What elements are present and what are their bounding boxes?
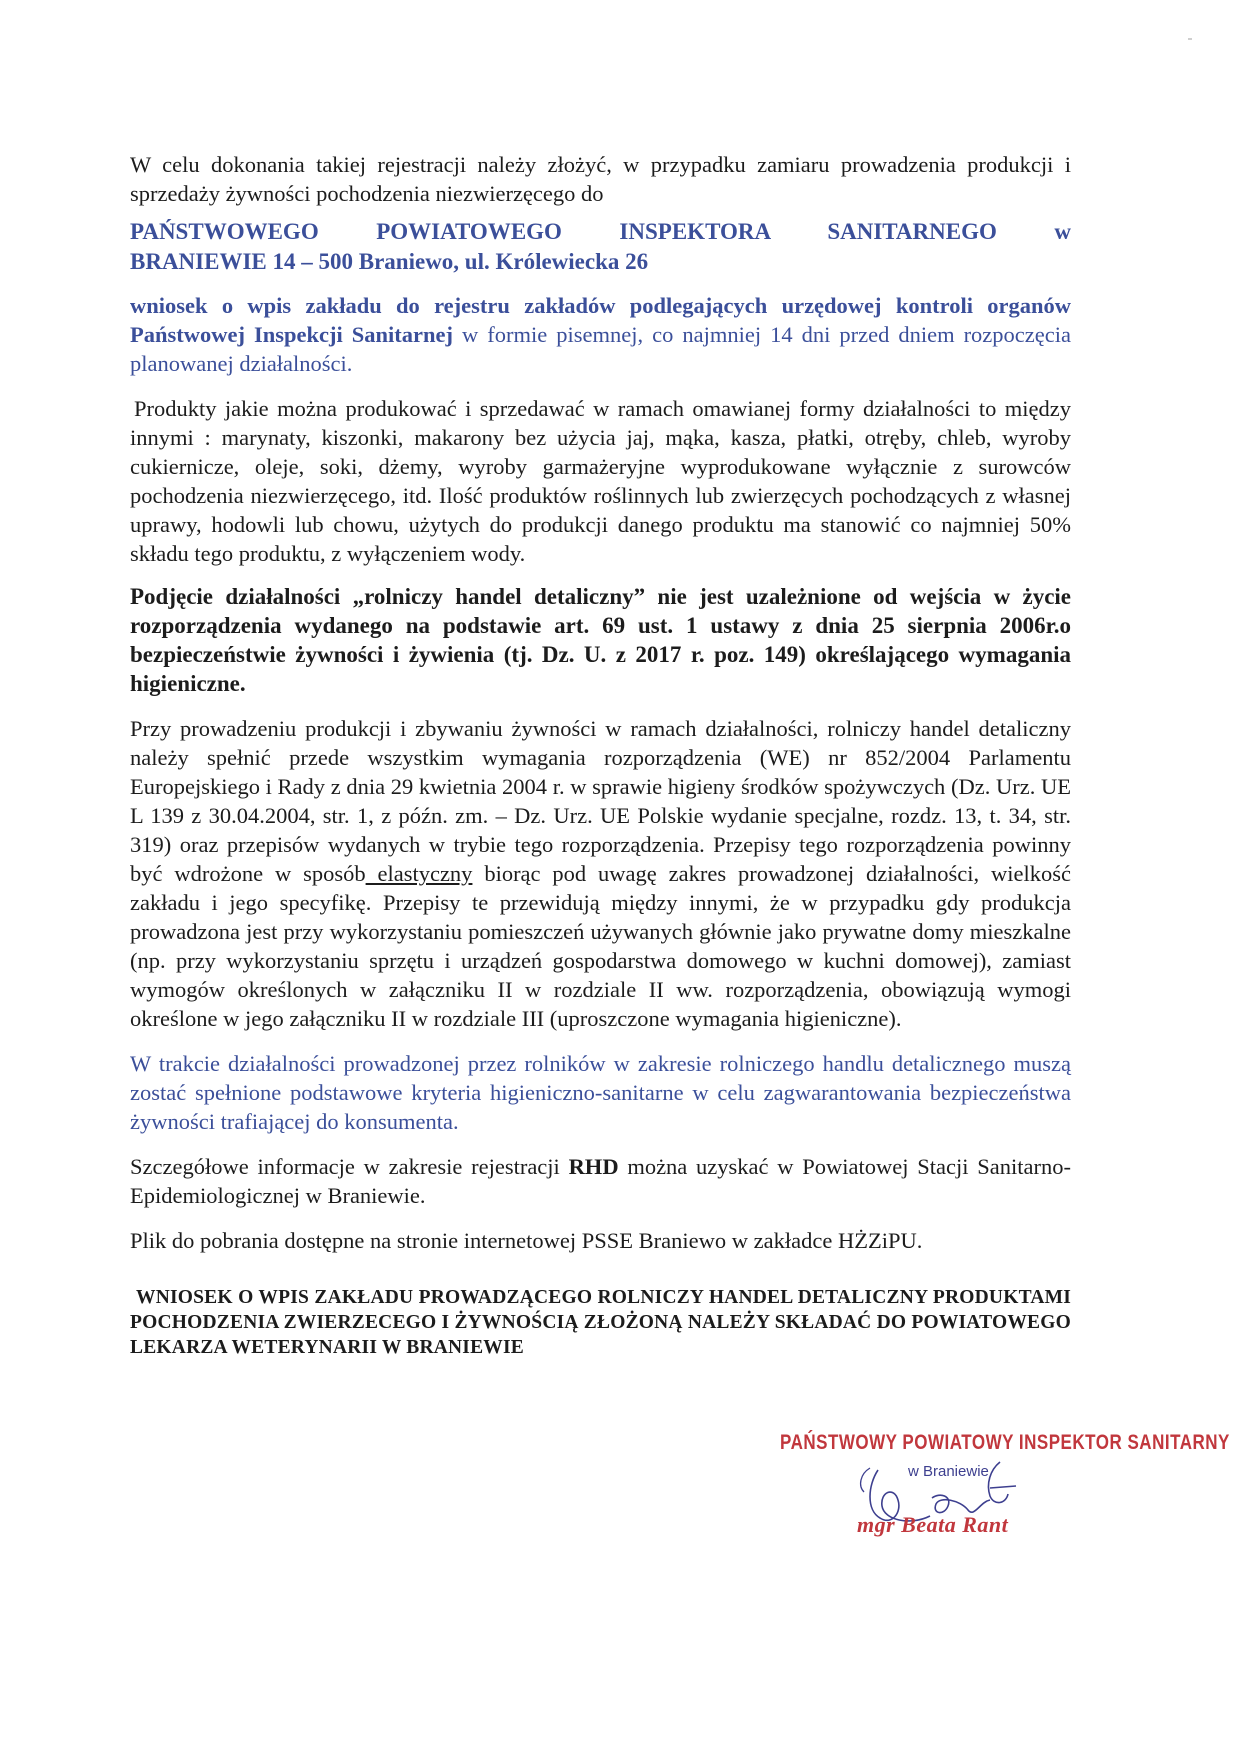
info-text-after: można uzyskać w Powiatowej Stacji Sanitarno-Epidemiologicznej w Braniewie. <box>130 1154 1071 1208</box>
rules-underlined-word: elastyczny <box>365 861 473 886</box>
application-bold-text: wniosek o wpis zakładu do rejestru zakładów podlegających urzędowej kontroli organów Państwowej Inspekcji Sanitarnej <box>130 293 1071 347</box>
rules-text-after: biorąc pod uwagę zakres prowadzonej działalności, wielkość zakładu i jego specyfikę. Przepisy te przewidują między innymi, że w przypadku gdy produkcja prowadzona jest przy wykorzystaniu pomieszczeń używanych głównie jako prywatne domy mieszkalne (np. przy wykorzystaniu sprzętu i urządzeń gospodarstwa domowego w kuchni domowej), zamiast wymogów określonych w załączniku II w rozdziale II ww. rozporządzenia, obowiązują wymogi określone w jego załączniku II w rozdziale III (uproszczone wymagania higieniczne). <box>130 861 1071 1031</box>
criteria-paragraph: W trakcie działalności prowadzonej przez rolników w zakresie rolniczego handlu detalicznego muszą zostać spełnione podstawowe kryteria higieniczno-sanitarne w celu zagwarantowania bezpieczeństwa żywności trafiającej do konsumenta. <box>130 1051 1071 1134</box>
bold-notice-paragraph: Podjęcie działalności „rolniczy handel detaliczny” nie jest uzależnione od wejścia w życie rozporządzenia wydanego na podstawie art. 69 ust. 1 ustawy z dnia 25 sierpnia 2006r.o bezpieczeństwie żywności i żywienia (tj. Dz. U. z 2017 r. poz. 149) określającego wymagania higieniczne. <box>130 584 1071 696</box>
intro-paragraph: W celu dokonania takiej rejestracji należy złożyć, w przypadku zamiaru prowadzenia produkcji i sprzedaży żywności pochodzenia niezwierzęcego do <box>130 152 1071 206</box>
official-stamp <box>780 1420 1230 1560</box>
info-text-before: Szczegółowe informacje w zakresie rejestracji <box>130 1154 569 1179</box>
office-line-1: PAŃSTWOWEGO POWIATOWEGO INSPEKTORA SANITARNEGO w <box>130 219 1071 244</box>
stamp-name: mgr Beata Rant <box>857 1512 1009 1537</box>
stamp-title: PAŃSTWOWY POWIATOWY INSPEKTOR SANITARNY <box>780 1430 1230 1454</box>
rules-text-before: Przy prowadzeniu produkcji i zbywaniu żywności w ramach działalności, rolniczy handel detaliczny należy spełnić przede wszystkim wymagania rozporządzenia (WE) nr 852/2004 Parlamentu Europejskiego i Rady z dnia 29 kwietnia 2004 r. w sprawie higieny środków spożywczych (Dz. Urz. UE L 139 z 30.04.2004, str. 1, z późn. zm. – Dz. Urz. UE Polskie wydanie specjalne, rozdz. 13, t. 34, str. 319) oraz przepisów wydanych w trybie tego rozporządzenia. Przepisy tego rozporządzenia powinny być wdrożone w sposób <box>130 716 1071 886</box>
rules-paragraph <box>130 714 1071 1033</box>
document-body <box>130 150 1071 1360</box>
office-address <box>130 217 1071 277</box>
application-paragraph <box>130 291 1071 378</box>
office-line-2: BRANIEWIE 14 – 500 Braniewo, ul. Królewiecka 26 <box>130 249 649 274</box>
info-paragraph <box>130 1152 1071 1210</box>
download-paragraph: Plik do pobrania dostępne na stronie internetowej PSSE Braniewo w zakładce HŻZiPU. <box>130 1228 923 1253</box>
final-notice-paragraph: WNIOSEK O WPIS ZAKŁADU PROWADZĄCEGO ROLNICZY HANDEL DETALICZNY PRODUKTAMI POCHODZENIA ZWIERZECEGO I ŻYWNOŚCIĄ ZŁOŻONĄ NALEŻY SKŁADAĆ DO POWIATOWEGO LEKARZA WETERYNARII W BRANIEWIE <box>130 1287 1071 1358</box>
info-bold-rhd: RHD <box>568 1154 619 1179</box>
products-paragraph: Produkty jakie można produkować i sprzedawać w ramach omawianej formy działalności to między innymi : marynaty, kiszonki, makarony bez użycia jaj, mąka, kasza, płatki, otręby, chleb, wyroby cukiernicze, oleje, soki, dżemy, wyroby garmażeryjne wyprodukowane wyłącznie z surowców pochodzenia niezwierzęcego, itd. Ilość produktów roślinnych lub zwierzęcych pochodzących z własnej uprawy, hodowli lub chowu, użytych do produkcji danego produktu ma stanowić co najmniej 50% składu tego produktu, z wyłączeniem wody. <box>130 396 1071 566</box>
stamp-city: w Braniewie <box>908 1463 989 1480</box>
scan-speck <box>1188 38 1192 40</box>
application-rest-text: w formie pisemnej, co najmniej 14 dni przed dniem rozpoczęcia planowanej działalności. <box>130 322 1071 376</box>
